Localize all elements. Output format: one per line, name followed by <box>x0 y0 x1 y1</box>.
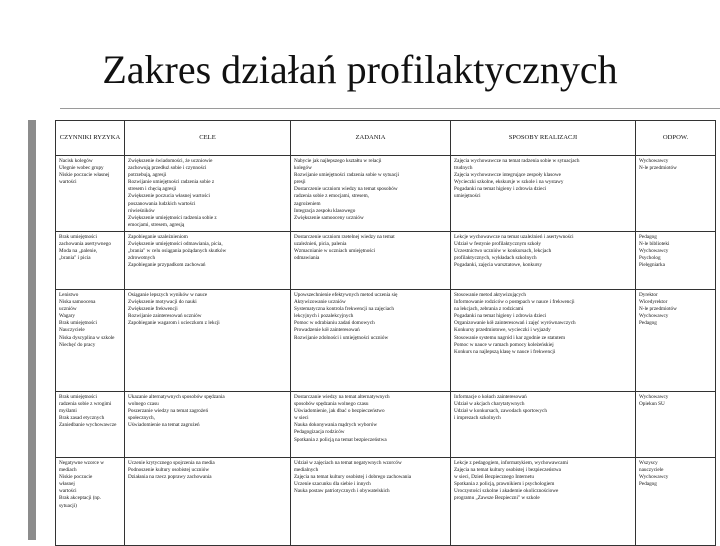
side-accent-bar <box>28 120 36 540</box>
cell-line: N-le biblioteki <box>639 241 670 248</box>
cell-line: Stosowanie systemu nagród i kar zgodnie ze statutem <box>454 334 566 341</box>
cell-line: Uświadomienie na temat zagrożeń <box>128 422 200 429</box>
cell-responsible <box>636 457 716 545</box>
cell-line: Pielęgniarka <box>639 262 665 269</box>
table-row <box>56 289 716 391</box>
cell-line: Zajęcia wychowawcze na temat radzenia sobie w sytuacjach <box>454 158 580 164</box>
cell-line: Pomoc w odrabianiu zadań domowych <box>294 320 375 327</box>
cell-line: Konkurs na najlepszą klasę w nauce i frekwencji <box>454 348 556 355</box>
cell-line: Niskie poczucie <box>59 474 93 481</box>
cell-line: Spotkania z policją, prawnikiem i psychologiem <box>454 481 555 488</box>
cell-risk-factors <box>56 231 125 289</box>
cell-tasks <box>291 156 451 232</box>
cell-line: Zwiększenie frekwencji <box>128 306 178 313</box>
table-row <box>56 156 716 232</box>
table-row <box>56 391 716 457</box>
cell-line: sytuacji) <box>59 502 77 509</box>
cell-line: Pogadanki na temat higieny i zdrowia dzieci <box>454 186 547 193</box>
cell-line: Brak akceptacji (np. <box>59 495 101 502</box>
cell-line: Rozwijanie umiejętności radzenia sobie w sytuacji <box>294 172 400 179</box>
cell-line: Niska dyscyplina w szkole <box>59 334 115 341</box>
prevention-table <box>55 120 716 546</box>
cell-line: Uświadomienie, jak dbać o bezpieczeństwo <box>294 408 385 415</box>
cell-line: Brak umiejętności <box>59 233 97 240</box>
cell-methods <box>451 457 636 545</box>
cell-line: Udział w akcjach charytatywnych <box>454 401 525 408</box>
cell-line: Wzmacnianie w uczniach umiejętności <box>294 248 376 255</box>
cell-line: Brak zasad etycznych <box>59 415 105 422</box>
cell-line: Upowszechnienie efektywnych metod uczenia się <box>294 291 398 298</box>
cell-line: Pedagogizacja rodziców <box>294 429 345 436</box>
cell-line: Rozwijanie zdolności i umiejętności uczniów <box>294 334 389 341</box>
cell-line: trudnych <box>454 165 473 172</box>
cell-line: Niska samoocena <box>59 299 96 306</box>
cell-line: Dostarczanie wiedzy na temat alternatywnych <box>294 393 390 400</box>
cell-line: Psycholog <box>639 255 661 262</box>
cell-line: Aktywizowanie uczniów <box>294 299 346 306</box>
cell-line: poszanowania ludzkich wartości <box>128 200 196 207</box>
cell-line: umiejętności <box>454 193 481 200</box>
cell-line: Wychowawcy <box>639 393 669 400</box>
cell-line: Uczenie szacunku dla siebie i innych <box>294 481 371 488</box>
cell-line: Pedagog <box>639 320 657 327</box>
cell-line: Nacisk kolegów <box>59 158 93 164</box>
cell-line: zachowania asertywnego <box>59 241 111 248</box>
cell-line: Dostarczenie uczniom wiedzy na temat sposobów <box>294 186 398 193</box>
cell-line: Wychowawcy <box>639 474 669 481</box>
title-divider <box>60 108 720 109</box>
cell-line: na lekcjach, zebrania z rodzicami <box>454 306 524 313</box>
cell-line: Wychowawcy <box>639 248 669 255</box>
cell-line: Uczestnictwo uczniów w konkursach, lekcjach <box>454 248 552 255</box>
cell-line: Nabycie jak najlepszego kształtu w relacji <box>294 158 382 164</box>
page-title: Zakres działań profilaktycznych <box>102 47 618 92</box>
cell-risk-factors <box>56 457 125 545</box>
cell-line: Uczenie krytycznego spojrzenia na media <box>128 459 215 466</box>
cell-line: Konkursy przedmiotowe, wycieczki i wyjazdy <box>454 327 551 334</box>
cell-tasks <box>291 457 451 545</box>
cell-line: Organizowanie kół zainteresowań i zajęć wyrównawczych <box>454 320 576 327</box>
cell-line: sposobów spędzania wolnego czasu <box>294 401 369 408</box>
cell-line: i imprezach szkolnych <box>454 415 501 422</box>
table-header-row <box>56 121 716 156</box>
header-methods: SPOSOBY REALIZACJI <box>451 121 636 156</box>
cell-line: Zajęcia wychowawcze integrujące zespoły klasowe <box>454 172 561 179</box>
cell-line: Lekcje z pedagogiem, informatykiem, wychowawcami <box>454 459 569 466</box>
cell-line: wartości <box>59 179 77 186</box>
cell-line: Zajęcia na temat kultury osobistej i bezpieczeństwa <box>454 467 561 474</box>
cell-line: Brak umiejętności <box>59 393 97 400</box>
cell-line: wolnego czasu <box>128 401 159 408</box>
cell-line: kolegów <box>294 165 312 172</box>
cell-line: uzależnień, picia, palenia <box>294 241 347 248</box>
cell-line: medialnych <box>294 467 319 474</box>
cell-line: własnej <box>59 481 75 488</box>
cell-tasks <box>291 391 451 457</box>
table-row <box>56 231 716 289</box>
cell-line: radzenia sobie z emocjami, stresem, <box>294 193 369 200</box>
cell-line: emocjami, stresem, agresją <box>128 221 185 228</box>
cell-line: Rozwijanie zainteresowań uczniów <box>128 313 202 320</box>
cell-line: Osiąganie lepszych wyników w nauce <box>128 291 208 298</box>
cell-line: profilaktycznych, wykładach szkolnych <box>454 255 537 262</box>
header-tasks: ZADANIA <box>291 121 451 156</box>
cell-line: Wicedyrektor <box>639 299 668 306</box>
cell-line: Informowanie rodziców o postępach w nauce i frekwencji <box>454 299 575 306</box>
cell-line: Dostarczenie uczniom rzetelnej wiedzy na temat <box>294 233 395 240</box>
cell-line: Zapobieganie uzależnieniom <box>128 233 188 240</box>
cell-line: Zaniedbanie wychowawcze <box>59 422 117 429</box>
cell-methods <box>451 156 636 232</box>
cell-line: Opiekun SU <box>639 401 665 408</box>
cell-line: Udział w konkursach, zawodach sportowych <box>454 408 547 415</box>
cell-line: odmawiania <box>294 255 320 262</box>
cell-line: Wszyscy <box>639 459 658 466</box>
cell-line: Pomoc w nauce w ramach pomocy koleżeńskiej <box>454 341 554 348</box>
cell-line: uczniów <box>59 306 77 313</box>
cell-goals <box>125 231 291 289</box>
cell-line: programu „Zawsze Bezpieczni" w szkole <box>454 495 540 502</box>
cell-line: Negatywne wzorce w <box>59 459 104 466</box>
cell-responsible <box>636 231 716 289</box>
cell-line: Zwiększenie poczucia własnej wartości <box>128 193 210 200</box>
cell-risk-factors <box>56 391 125 457</box>
cell-line: Lenistwo <box>59 291 79 298</box>
header-goals: CELE <box>125 121 291 156</box>
cell-line: Pedagog <box>639 233 657 240</box>
cell-line: Zwiększenie umiejętności radzenia sobie z <box>128 214 217 221</box>
cell-line: Zapobieganie przypadkom zachowań <box>128 262 206 269</box>
cell-line: Zwiększenie umiejętności odmawiania, picia, <box>128 241 223 248</box>
cell-line: Poszerzanie wiedzy na temat zagrożeń <box>128 408 209 415</box>
cell-line: Systematyczna kontrola frekwencji na zajęciach <box>294 306 394 313</box>
cell-line: Niskie poczucie własnej <box>59 172 110 179</box>
cell-line: potrzebują, agresji <box>128 172 167 179</box>
cell-line: Brak umiejętności <box>59 320 97 327</box>
cell-line: zachowują przedłuż sobie i czynności <box>128 165 207 172</box>
cell-line: zdrowotnych <box>128 255 156 262</box>
cell-line: radzenia sobie z wrogimi <box>59 401 112 408</box>
cell-line: Wagary <box>59 313 75 320</box>
cell-line: Wycieczki szkolne, ekskursje w szkole i na wystawy <box>454 179 564 186</box>
cell-risk-factors <box>56 289 125 391</box>
cell-line: Moda na „palenie, <box>59 248 98 255</box>
cell-line: Pogadanki, zajęcia warsztatowe, konkursy <box>454 262 543 269</box>
cell-line: Informacje o kołach zainteresowań <box>454 393 527 400</box>
cell-goals <box>125 457 291 545</box>
cell-line: Zapobieganie wagarom i ucieczkom z lekcji <box>128 320 220 327</box>
cell-line: stresem i chęcią agresji <box>128 186 177 193</box>
cell-line: N-le przedmiotów <box>639 165 677 172</box>
cell-line: Zwiększenie samooceny uczniów <box>294 214 364 221</box>
cell-responsible <box>636 391 716 457</box>
cell-line: Pedagog <box>639 481 657 488</box>
cell-line: Wychowawcy <box>639 313 669 320</box>
cell-line: Zwiększenie świadomości, że uczniowie <box>128 158 213 164</box>
cell-line: Pogadanki na temat higieny i zdrowia dzieci <box>454 313 547 320</box>
cell-line: Nauczyciele <box>59 327 85 334</box>
cell-line: Podnoszenie kultury osobistej uczniów <box>128 467 210 474</box>
cell-line: „brania" w celu osiągania pożądanych skutków <box>128 248 227 255</box>
cell-tasks <box>291 231 451 289</box>
cell-line: Integracja zespołu klasowego <box>294 207 356 214</box>
cell-line: w sieci, Dzień Bezpiecznego Internetu <box>454 474 534 481</box>
header-risk-factors: CZYNNIKI RYZYKA <box>56 121 125 156</box>
cell-responsible <box>636 289 716 391</box>
cell-line: społecznych, <box>128 415 155 422</box>
cell-line: Dyrektor <box>639 291 658 298</box>
cell-line: zagrożeniem <box>294 200 321 207</box>
cell-line: Prowadzenie kół zainteresowań <box>294 327 360 334</box>
table-row <box>56 457 716 545</box>
cell-goals <box>125 289 291 391</box>
cell-line: rówieśników <box>128 207 155 214</box>
cell-line: Stosowanie metod aktywizujących <box>454 291 527 298</box>
cell-line: Ulegnie wobec grupy <box>59 165 104 172</box>
cell-line: Spotkania z policją na temat bezpieczeństwa <box>294 436 387 443</box>
cell-line: „brania" i picia <box>59 255 91 262</box>
cell-line: nauczyciele <box>639 467 664 474</box>
cell-line: Rozwijanie umiejętności radzenia sobie z <box>128 179 215 186</box>
cell-responsible <box>636 156 716 232</box>
cell-line: mediach <box>59 467 77 474</box>
cell-line: w sieci <box>294 415 309 422</box>
cell-goals <box>125 391 291 457</box>
cell-line: lekcyjnych i pozalekcyjnych <box>294 313 354 320</box>
cell-methods <box>451 289 636 391</box>
cell-line: Zwiększenie motywacji do nauki <box>128 299 197 306</box>
cell-tasks <box>291 289 451 391</box>
cell-line: Nauka postaw patriotycznych i obywatelskich <box>294 488 390 495</box>
cell-line: presji <box>294 179 306 186</box>
cell-line: Zajęcia na temat kultury osobistej i dobrego zachowania <box>294 474 412 481</box>
header-responsible: ODPOW. <box>636 121 716 156</box>
cell-line: Ukazanie alternatywnych sposobów spędzania <box>128 393 225 400</box>
cell-line: Niechęć do pracy <box>59 341 96 348</box>
cell-line: Wychowawcy <box>639 158 669 164</box>
cell-line: Lekcje wychowawcze na temat uzależnień i asertywności <box>454 233 574 240</box>
cell-line: wartości <box>59 488 77 495</box>
cell-line: Działania na rzecz poprawy zachowania <box>128 474 212 481</box>
cell-line: Udział w festynie profilaktycznym szkoły <box>454 241 542 248</box>
cell-methods <box>451 231 636 289</box>
cell-line: Nauka dokonywania mądrych wyborów <box>294 422 378 429</box>
cell-line: Udział w zajęciach na temat negatywnych wzorców <box>294 459 402 466</box>
cell-risk-factors <box>56 156 125 232</box>
cell-line: N-le przedmiotów <box>639 306 677 313</box>
cell-methods <box>451 391 636 457</box>
cell-goals <box>125 156 291 232</box>
cell-line: myślami <box>59 408 77 415</box>
cell-line: Uroczystości szkolne i akademie okolicznościowe <box>454 488 559 495</box>
